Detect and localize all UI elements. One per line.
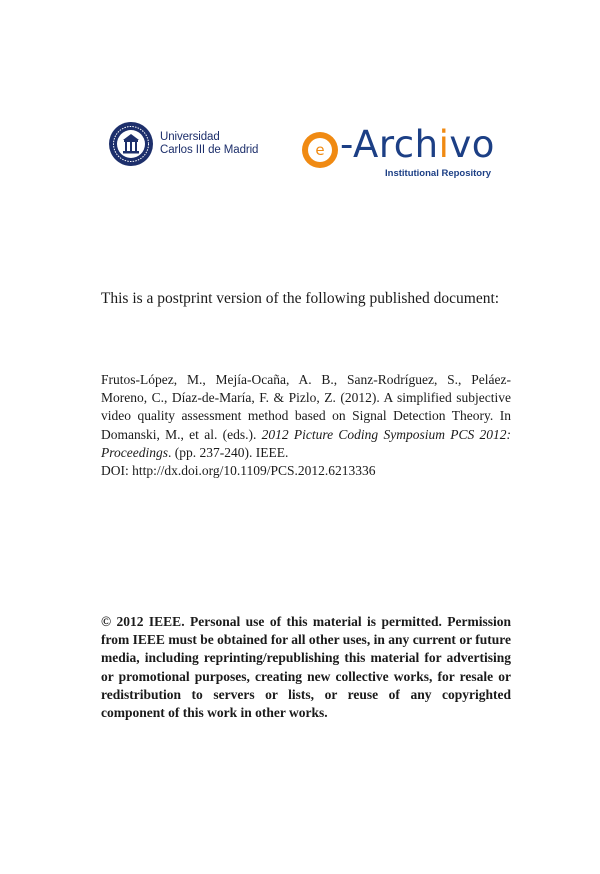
university-name-line1: Universidad [160,131,220,143]
citation-doi[interactable]: DOI: http://dx.doi.org/10.1109/PCS.2012.6213336 [101,463,376,479]
university-name [160,131,258,157]
repository-wordmark-start: Arch [353,123,439,166]
repository-logo [300,122,510,184]
repository-subtitle: Institutional Repository [385,168,492,179]
citation-proceedings: 2012 Picture Coding Symposium PCS 2012: Proceedings [101,426,511,460]
repository-wordmark-accent: i [438,123,450,166]
university-logo [108,121,268,171]
repository-wordmark-dash: - [340,123,354,166]
citation-pages: . (pp. 237-240). IEEE. [167,444,289,460]
repository-wordmark [340,122,495,168]
repository-wordmark-end: vo [449,123,495,166]
intro-statement: This is a postprint version of the following published document: [100,290,500,307]
copyright-notice: © 2012 IEEE. Personal use of this material is permitted. Permission from IEEE must be obtained for all other uses, in any current or future media, including reprinting/republishing this material for advertising or promotional purposes, creating new collective works, for resale or redistribution to servers or lists, or reuse of any copyrighted component of this work in other works. [101,614,511,721]
citation-block [101,371,511,480]
citation-text [101,371,511,462]
university-seal-icon [108,121,154,167]
university-name-line2: Carlos III de Madrid [160,144,259,156]
repository-badge-icon [300,130,340,170]
citation-authors: Frutos-López, M., Mejía-Ocaña, A. B., Sanz-Rodríguez, S., Peláez-Moreno, C., Díaz-de-María, F. & Pizlo, Z. (2012). A simplified subjective video quality assessment method based on Signal Detection Theory. In Domanski, M., et al. (eds.). [101,372,511,442]
repository-badge-letter: e [315,141,325,159]
